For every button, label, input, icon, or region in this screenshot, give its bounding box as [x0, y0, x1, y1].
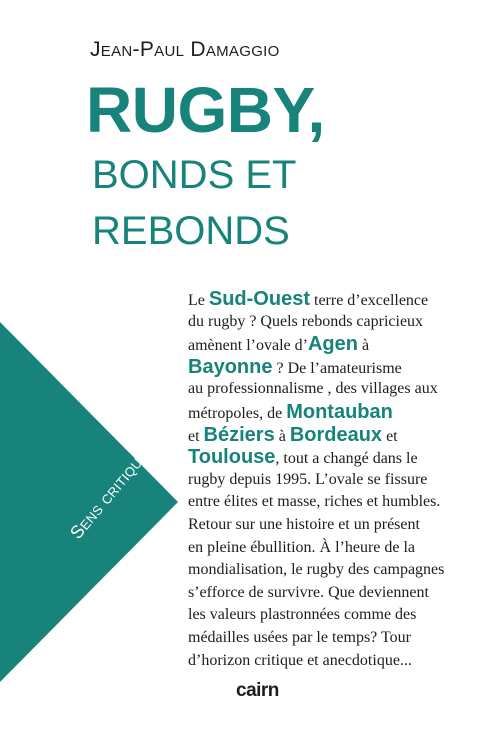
place-name: Béziers — [203, 423, 275, 446]
place-name: Bordeaux — [289, 423, 383, 446]
collection-label: Sens critique — [66, 445, 152, 543]
blurb-line: et Béziers à Bordeaux et — [188, 423, 398, 446]
publisher-logo: cairn — [236, 680, 279, 701]
blurb-line: du rugby ? Quels rebonds capricieux — [188, 312, 424, 330]
blurb-line: Le Sud-Ouest terre d’excellence — [188, 288, 429, 310]
author-name: Jean-Paul Damaggio — [90, 38, 280, 61]
place-name: Montauban — [286, 400, 393, 423]
book-subtitle-line-2: REBONDS — [92, 209, 290, 253]
blurb-line: rugby depuis 1995. L’ovale se fissure — [188, 470, 428, 488]
blurb-line: d’horizon critique et anecdotique... — [188, 651, 412, 669]
back-blurb — [188, 288, 486, 672]
blurb-line: métropoles, de Montauban — [188, 400, 393, 423]
place-name: Agen — [307, 333, 358, 356]
place-name: Sud-Ouest — [208, 288, 310, 310]
book-title: RUGBY, — [86, 74, 325, 146]
blurb-line: en pleine ébullition. À l’heure de la — [188, 538, 416, 556]
blurb-line: les valeurs plastronnées comme des — [188, 606, 417, 624]
blurb-line: entre élites et masse, riches et humbles. — [188, 493, 441, 511]
blurb-line: Toulouse, tout a changé dans le — [188, 446, 418, 469]
book-subtitle-line-1: BONDS ET — [92, 153, 297, 197]
blurb-line: s’efforce de survivre. Que deviennent — [188, 583, 429, 601]
blurb-line: Bayonne ? De l’amateurisme — [188, 355, 402, 378]
blurb-line: mondialisation, le rugby des campagnes — [188, 561, 445, 579]
blurb-line: au professionnalisme , des villages aux — [188, 380, 438, 398]
place-name: Toulouse — [188, 446, 276, 469]
blurb-line: amènent l’ovale d’Agen à — [188, 333, 370, 356]
place-name: Bayonne — [188, 355, 273, 378]
blurb-line: médailles usées par le temps? Tour — [188, 628, 411, 646]
blurb-line: Retour sur une histoire et un présent — [188, 515, 420, 533]
